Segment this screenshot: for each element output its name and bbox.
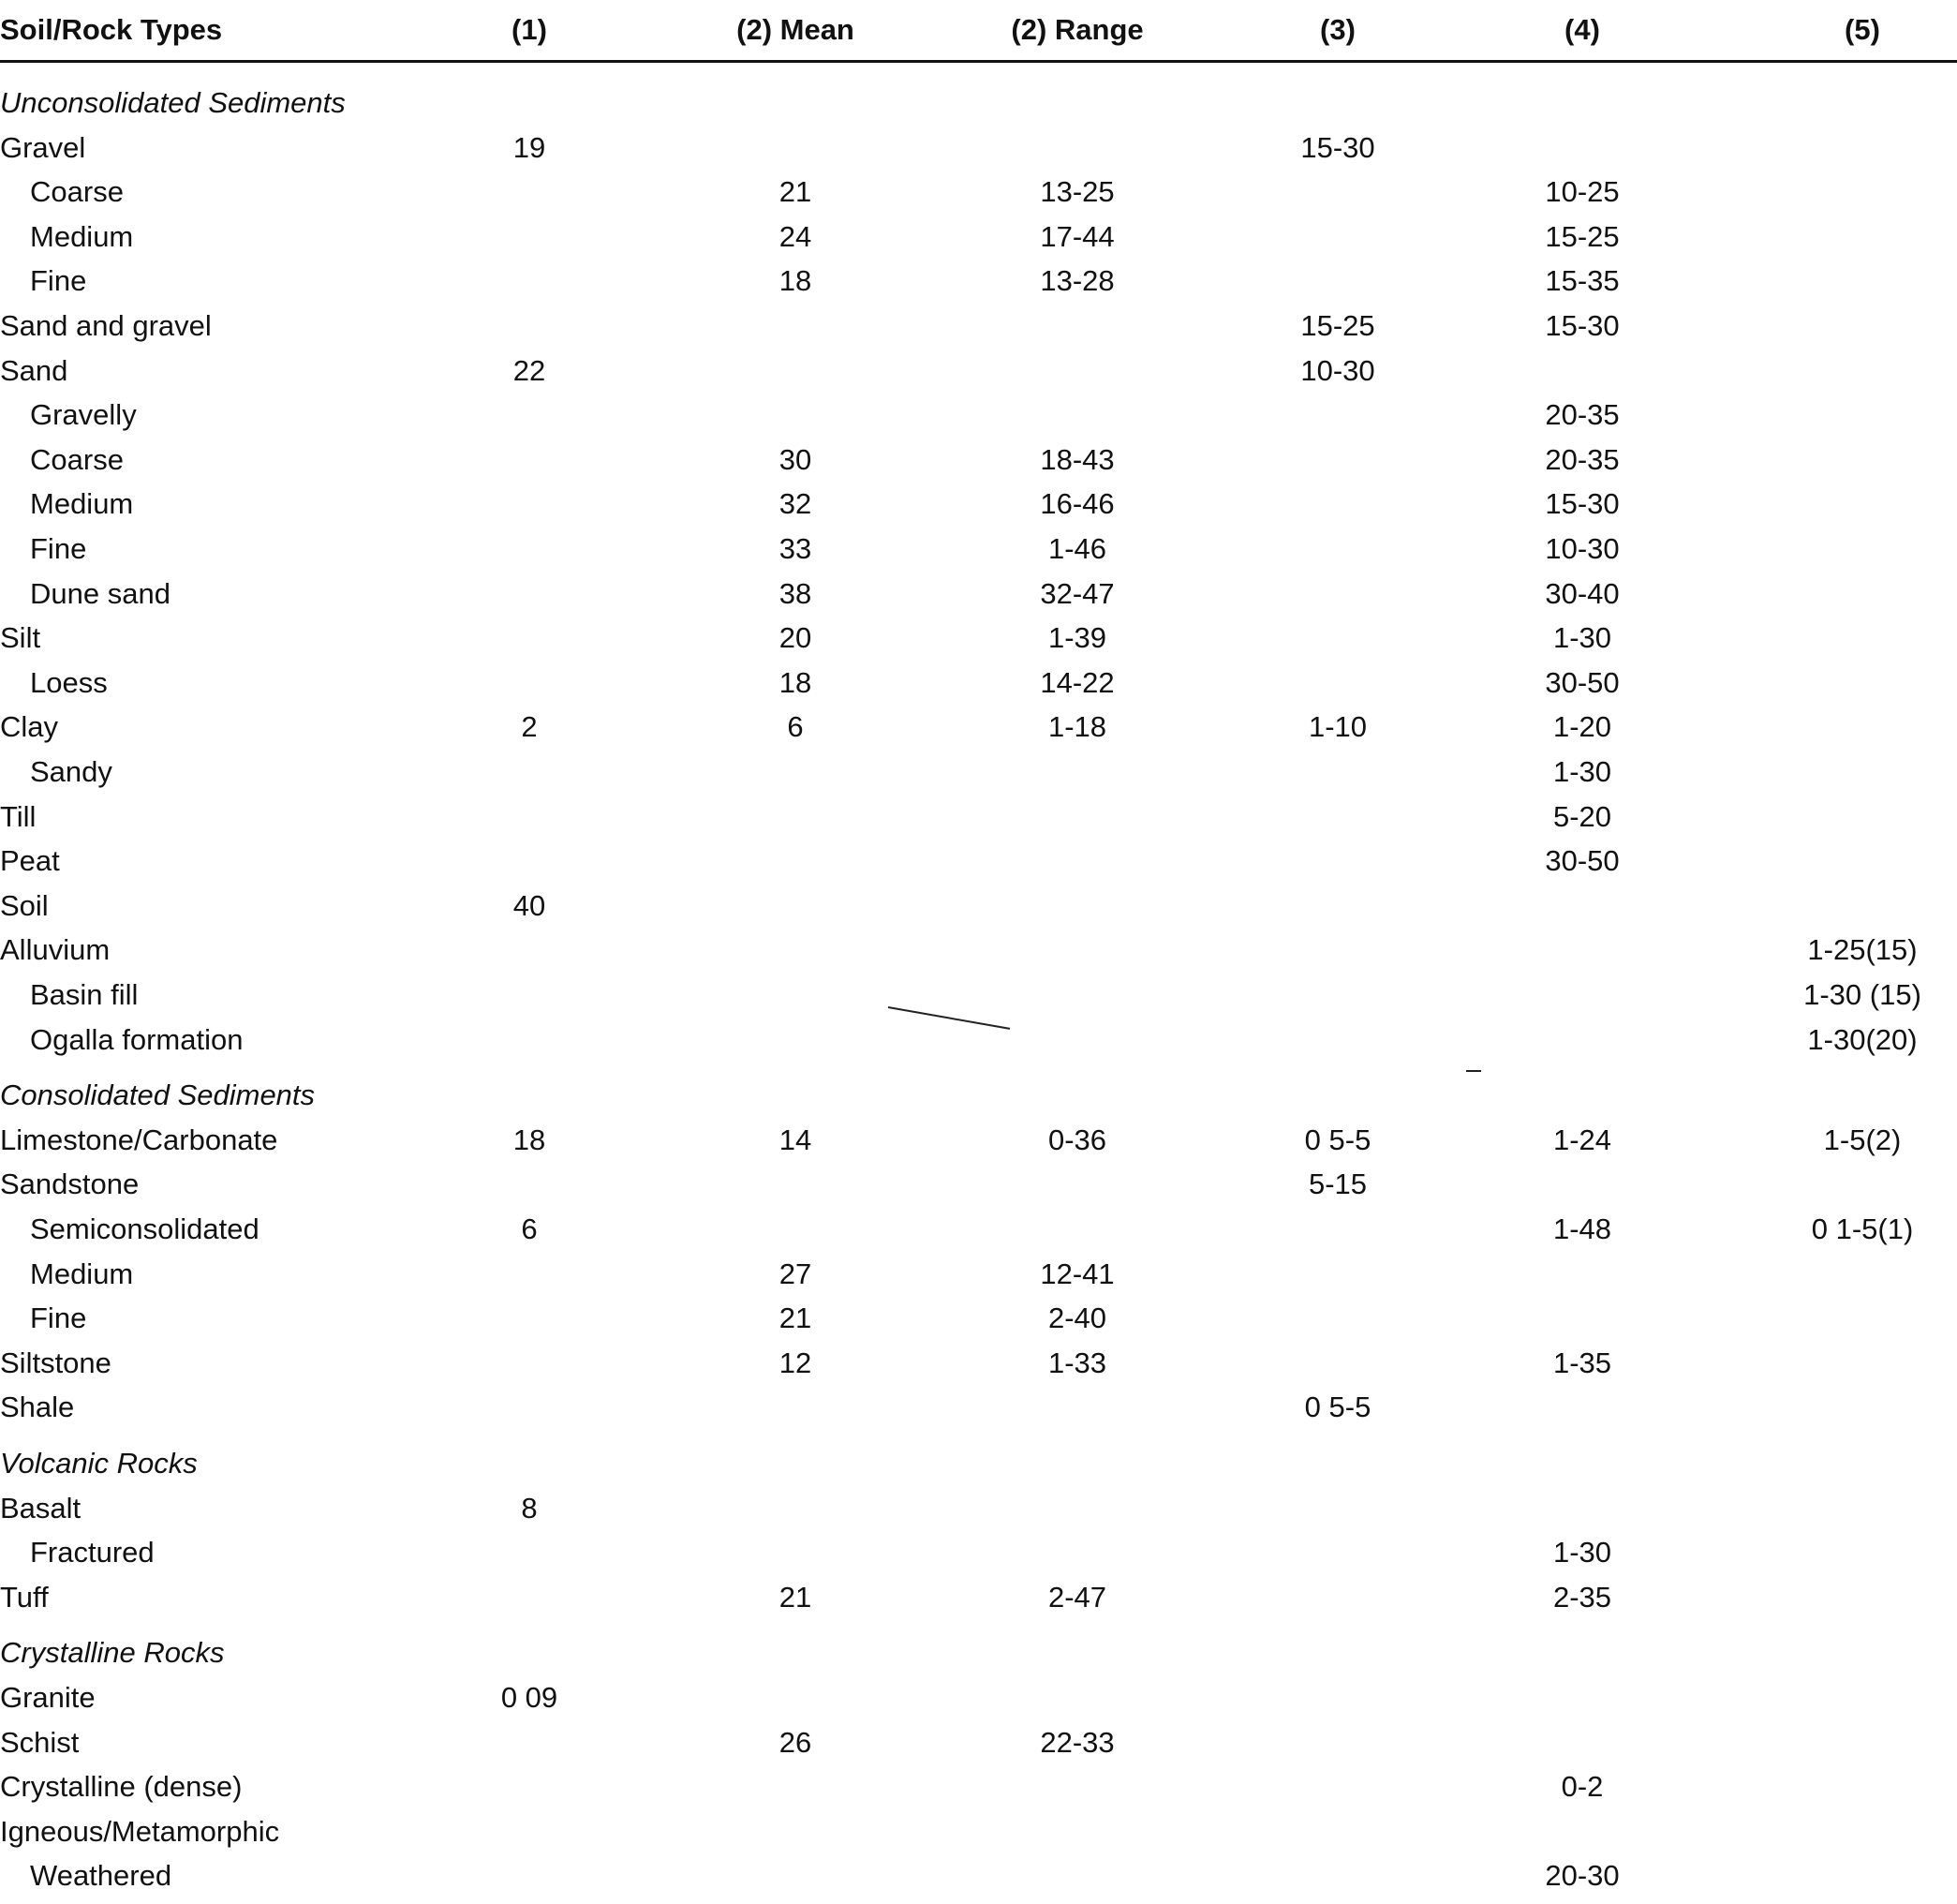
row-label: Sandstone <box>0 1168 140 1201</box>
cell-c1: 40 <box>512 888 546 922</box>
cell-mean: 21 <box>778 175 812 209</box>
cell-range: 32-47 <box>1040 576 1115 610</box>
cell-c4: 30-50 <box>1545 844 1620 878</box>
row-label: Igneous/Metamorphic <box>0 1814 280 1848</box>
cell-mean: 26 <box>778 1725 812 1759</box>
table-row <box>0 443 1957 488</box>
cell-mean: 20 <box>778 621 812 655</box>
cell-mean: 27 <box>778 1257 812 1290</box>
cell-c4: 15-30 <box>1545 487 1620 521</box>
row-label: Ogalla formation <box>30 1022 244 1056</box>
cell-mean: 14 <box>778 1123 812 1156</box>
row-label: Medium <box>30 487 134 521</box>
cell-c4: 10-25 <box>1545 175 1620 209</box>
section-title: Consolidated Sediments <box>0 1078 316 1112</box>
table-row <box>0 1391 1957 1435</box>
section-title: Volcanic Rocks <box>0 1447 198 1480</box>
row-label: Fine <box>30 264 87 298</box>
cell-c4: 1-48 <box>1552 1212 1612 1245</box>
table-row <box>0 532 1957 577</box>
table-row <box>0 800 1957 845</box>
table-row <box>0 710 1957 755</box>
cell-range: 22-33 <box>1040 1725 1115 1759</box>
header-col3: (3) <box>1320 13 1356 46</box>
table-row <box>0 1302 1957 1346</box>
table-row <box>0 354 1957 399</box>
cell-range: 12-41 <box>1040 1257 1115 1290</box>
table-row <box>0 220 1957 265</box>
row-label: Loess <box>30 665 108 699</box>
cell-range: 1-33 <box>1047 1346 1107 1379</box>
table-row <box>0 978 1957 1023</box>
row-label: Fractured <box>30 1536 155 1569</box>
cell-c1: 0 09 <box>500 1681 558 1714</box>
table-row <box>0 398 1957 443</box>
table-row <box>0 621 1957 666</box>
row-label: Basalt <box>0 1491 82 1525</box>
cell-c1: 22 <box>512 353 546 387</box>
cell-c3: 15-30 <box>1300 130 1375 164</box>
cell-range: 2-40 <box>1047 1302 1107 1335</box>
row-label: Sand <box>0 353 68 387</box>
cell-c3: 1-10 <box>1308 710 1368 744</box>
table-row <box>0 309 1957 354</box>
header-col2-range: (2) Range <box>1011 13 1144 46</box>
cell-c4: 0-2 <box>1561 1770 1604 1804</box>
table-row <box>0 1168 1957 1212</box>
row-label: Schist <box>0 1725 80 1759</box>
section-header-row <box>0 86 1957 131</box>
row-label: Crystalline (dense) <box>0 1770 243 1804</box>
row-label: Silt <box>0 621 41 655</box>
section-header-row <box>0 1636 1957 1681</box>
table-row <box>0 264 1957 309</box>
table-row <box>0 1726 1957 1771</box>
table-row <box>0 577 1957 622</box>
table-row <box>0 1581 1957 1626</box>
table-row <box>0 1815 1957 1860</box>
cell-range: 13-25 <box>1040 175 1115 209</box>
header-soil-rock-types: Soil/Rock Types <box>0 13 223 46</box>
cell-c4: 1-20 <box>1552 710 1612 744</box>
cell-range: 18-43 <box>1040 442 1115 476</box>
cell-c4: 15-25 <box>1545 219 1620 253</box>
table-row <box>0 1257 1957 1302</box>
table-header <box>0 13 1957 56</box>
cell-c5: 1-25(15) <box>1807 933 1918 967</box>
table-row <box>0 889 1957 934</box>
cell-mean: 21 <box>778 1302 812 1335</box>
cell-range: 0-36 <box>1047 1123 1107 1156</box>
table-row <box>0 487 1957 532</box>
cell-c4: 20-35 <box>1545 442 1620 476</box>
cell-c5: 1-30 (15) <box>1803 978 1921 1011</box>
row-label: Till <box>0 799 37 833</box>
row-label: Granite <box>0 1681 96 1714</box>
cell-c4: 30-40 <box>1545 576 1620 610</box>
cell-range: 17-44 <box>1040 219 1115 253</box>
header-col4: (4) <box>1564 13 1600 46</box>
row-label: Medium <box>30 219 134 253</box>
section-header-row <box>0 1078 1957 1123</box>
table-row <box>0 1346 1957 1391</box>
cell-range: 1-18 <box>1047 710 1107 744</box>
table-row <box>0 755 1957 800</box>
cell-c4: 30-50 <box>1545 665 1620 699</box>
cell-c4: 2-35 <box>1552 1580 1612 1614</box>
section-title: Unconsolidated Sediments <box>0 86 346 119</box>
row-label: Limestone/Carbonate <box>0 1123 278 1156</box>
cell-range: 1-46 <box>1047 532 1107 565</box>
row-label: Coarse <box>30 175 124 209</box>
cell-c4: 20-35 <box>1545 398 1620 432</box>
cell-mean: 6 <box>787 710 804 744</box>
section-header-row <box>0 1447 1957 1492</box>
row-label: Peat <box>0 844 60 878</box>
row-label: Clay <box>0 710 59 744</box>
scan-mark <box>1466 1070 1481 1072</box>
header-col1: (1) <box>511 13 547 46</box>
cell-mean: 18 <box>778 665 812 699</box>
cell-c1: 6 <box>521 1212 538 1245</box>
row-label: Dune sand <box>30 576 170 610</box>
table-row <box>0 666 1957 711</box>
row-label: Siltstone <box>0 1346 111 1379</box>
table-row <box>0 1859 1957 1904</box>
cell-mean: 18 <box>778 264 812 298</box>
cell-c1: 18 <box>512 1123 546 1156</box>
cell-c3: 0 5-5 <box>1304 1391 1371 1424</box>
row-label: Coarse <box>30 442 124 476</box>
cell-c3: 5-15 <box>1308 1168 1368 1201</box>
cell-c4: 1-30 <box>1552 1536 1612 1569</box>
table-row <box>0 844 1957 889</box>
row-label: Semiconsolidated <box>30 1212 259 1245</box>
table-row <box>0 1770 1957 1815</box>
table-row <box>0 1123 1957 1168</box>
row-label: Shale <box>0 1391 75 1424</box>
cell-c3: 10-30 <box>1300 353 1375 387</box>
cell-c4: 1-30 <box>1552 621 1612 655</box>
cell-c4: 1-24 <box>1552 1123 1612 1156</box>
table-row <box>0 1023 1957 1068</box>
cell-c5: 0 1-5(1) <box>1811 1212 1914 1245</box>
cell-mean: 24 <box>778 219 812 253</box>
cell-c4: 20-30 <box>1545 1859 1620 1893</box>
cell-mean: 12 <box>778 1346 812 1379</box>
cell-mean: 33 <box>778 532 812 565</box>
cell-range: 13-28 <box>1040 264 1115 298</box>
row-label: Gravelly <box>30 398 137 432</box>
cell-c4: 5-20 <box>1552 799 1612 833</box>
cell-c3: 0 5-5 <box>1304 1123 1371 1156</box>
row-label: Fine <box>30 532 87 565</box>
cell-range: 1-39 <box>1047 621 1107 655</box>
row-label: Sandy <box>30 755 112 788</box>
table-row <box>0 1681 1957 1726</box>
row-label: Medium <box>30 1257 134 1290</box>
table-row <box>0 1492 1957 1537</box>
cell-c4: 10-30 <box>1545 532 1620 565</box>
table-row <box>0 1212 1957 1257</box>
cell-c3: 15-25 <box>1300 309 1375 342</box>
cell-c5: 1-30(20) <box>1807 1022 1918 1056</box>
row-label: Gravel <box>0 130 86 164</box>
row-label: Soil <box>0 888 49 922</box>
cell-c5: 1-5(2) <box>1823 1123 1902 1156</box>
cell-c4: 15-30 <box>1545 309 1620 342</box>
row-label: Sand and gravel <box>0 309 212 342</box>
cell-mean: 30 <box>778 442 812 476</box>
cell-range: 16-46 <box>1040 487 1115 521</box>
cell-mean: 32 <box>778 487 812 521</box>
table-row <box>0 175 1957 220</box>
header-col2-mean: (2) Mean <box>736 13 854 46</box>
cell-mean: 21 <box>778 1580 812 1614</box>
row-label: Weathered <box>30 1859 172 1893</box>
cell-c4: 1-35 <box>1552 1346 1612 1379</box>
table-row <box>0 131 1957 176</box>
row-label: Fine <box>30 1302 87 1335</box>
cell-mean: 38 <box>778 576 812 610</box>
cell-c1: 2 <box>521 710 538 744</box>
cell-range: 2-47 <box>1047 1580 1107 1614</box>
cell-c1: 19 <box>512 130 546 164</box>
cell-c4: 15-35 <box>1545 264 1620 298</box>
table-row <box>0 1536 1957 1581</box>
section-title: Crystalline Rocks <box>0 1636 225 1670</box>
cell-c4: 1-30 <box>1552 755 1612 788</box>
cell-c1: 8 <box>521 1491 538 1525</box>
header-col5: (5) <box>1845 13 1880 46</box>
row-label: Basin fill <box>30 978 139 1011</box>
cell-range: 14-22 <box>1040 665 1115 699</box>
row-label: Tuff <box>0 1580 49 1614</box>
table-row <box>0 933 1957 978</box>
row-label: Alluvium <box>0 933 111 967</box>
header-rule <box>0 60 1957 63</box>
